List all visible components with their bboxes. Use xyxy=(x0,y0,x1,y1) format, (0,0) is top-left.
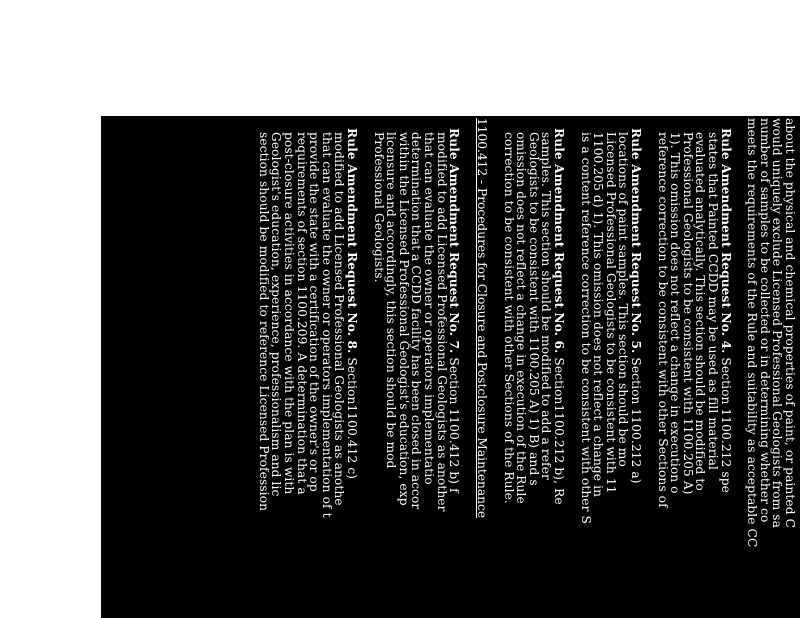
intro-line-3: number of samples to be collected or in determining whether co xyxy=(757,118,772,523)
req4-first-line xyxy=(719,118,732,618)
req4-line-5: 1). This omission does not reflect a change in execution o xyxy=(668,132,683,494)
req8-first-line xyxy=(345,118,358,618)
req5-line-4: 1100.205 d) 1). This omission does not reflect a change in xyxy=(591,132,606,498)
intro-line-4: meets the requirements of the Rule and suitability as acceptable CC xyxy=(745,118,760,548)
req6-first-line xyxy=(553,118,566,618)
req8-line-7: Geologist's education, experience, professionalism and lic xyxy=(269,132,284,497)
req8-line-3: that can evaluate the owner or operators implementation of t xyxy=(319,132,334,518)
scanned-document-page xyxy=(101,116,800,618)
req5-first-line xyxy=(629,118,642,618)
req6-first-rest: Section1100.212 b), Re xyxy=(552,353,567,505)
req5-first-rest: Section 1100.212 a) xyxy=(629,353,644,484)
req8-first-rest: Section1100.412 c) xyxy=(344,353,359,480)
req4-line-2: states that Painted CCDD may be used as fill material xyxy=(706,132,721,471)
req7-line-5: within the Licensed Professional Geologist's education, exp xyxy=(396,132,411,506)
req4-line-4: Professional Geologists to be consistent with 1100.205 A) xyxy=(680,132,695,495)
req7-label: Rule Amendment Request No. 7. xyxy=(447,128,462,354)
req7-line-6: licensure and accordingly, this section should be mod xyxy=(384,132,399,469)
req6-label: Rule Amendment Request No. 6. xyxy=(552,128,567,354)
req8-line-6: post-closure activities in accordance with the plan is with xyxy=(282,132,296,495)
req6-line-2: samples. This section should be modified to add a refer xyxy=(539,132,554,480)
req7-line-3: that can evaluate the owner or operators implementatio xyxy=(421,132,436,485)
req7-line-4: determination that a CCDD facility has been closed in accor xyxy=(409,132,424,510)
req4-line-6: reference correction to be consistent with other Sections of xyxy=(655,132,670,508)
req7-first-line xyxy=(448,118,461,618)
req4-line-3: evaluated analytically. This section should be modified to xyxy=(693,132,708,491)
req8-line-4: provide the state with a certification of the owner's or op xyxy=(307,132,322,492)
document-body xyxy=(257,118,796,618)
req7-line-7: Professional Geologists. xyxy=(371,132,386,283)
req4-label: Rule Amendment Request No. 4. xyxy=(718,128,733,354)
req4-first-rest: Section 1100.212 spe xyxy=(718,353,733,493)
rotated-page-text xyxy=(101,116,800,618)
req8-line-8: section should be modified to reference Licensed Profession xyxy=(256,132,271,512)
req6-line-4: omission does not reflect a change in execution of the Rule xyxy=(514,132,529,504)
req7-line-2: modified to add Licensed Professional Geologists as another xyxy=(434,132,449,512)
req8-label: Rule Amendment Request No. 8. xyxy=(344,128,359,354)
req7-first-rest: Section 1100.412 b) f xyxy=(447,353,462,493)
section-heading: 1100.412 - Procedures for Closure and Postclosure Maintenance xyxy=(475,118,490,519)
req5-line-3: Licensed Professional Geologists to be consistent with 11 xyxy=(603,132,618,494)
req5-label: Rule Amendment Request No. 5. xyxy=(629,128,644,354)
req6-line-5: correction to be consistent with other Sections of the Rule. xyxy=(501,132,516,504)
intro-line-2: would uniquely exclude Licensed Professional Geologists from sa xyxy=(770,118,785,529)
intro-line-1: about the physical and chemical properties of paint, or painted C xyxy=(783,118,797,528)
req5-line-2: locations of paint samples. This section should be mo xyxy=(616,132,631,467)
req8-line-2: modified to add Licensed Professional Geologists as anothe xyxy=(332,132,347,506)
req8-line-5: requirements of section 1100.209. A determination that a xyxy=(294,132,309,495)
req6-line-3: Geologists to be consistent with 1100.205 A) 1) B) and s xyxy=(526,132,541,486)
req5-line-5: is a content reference correction to be consistent with other S xyxy=(578,132,593,524)
